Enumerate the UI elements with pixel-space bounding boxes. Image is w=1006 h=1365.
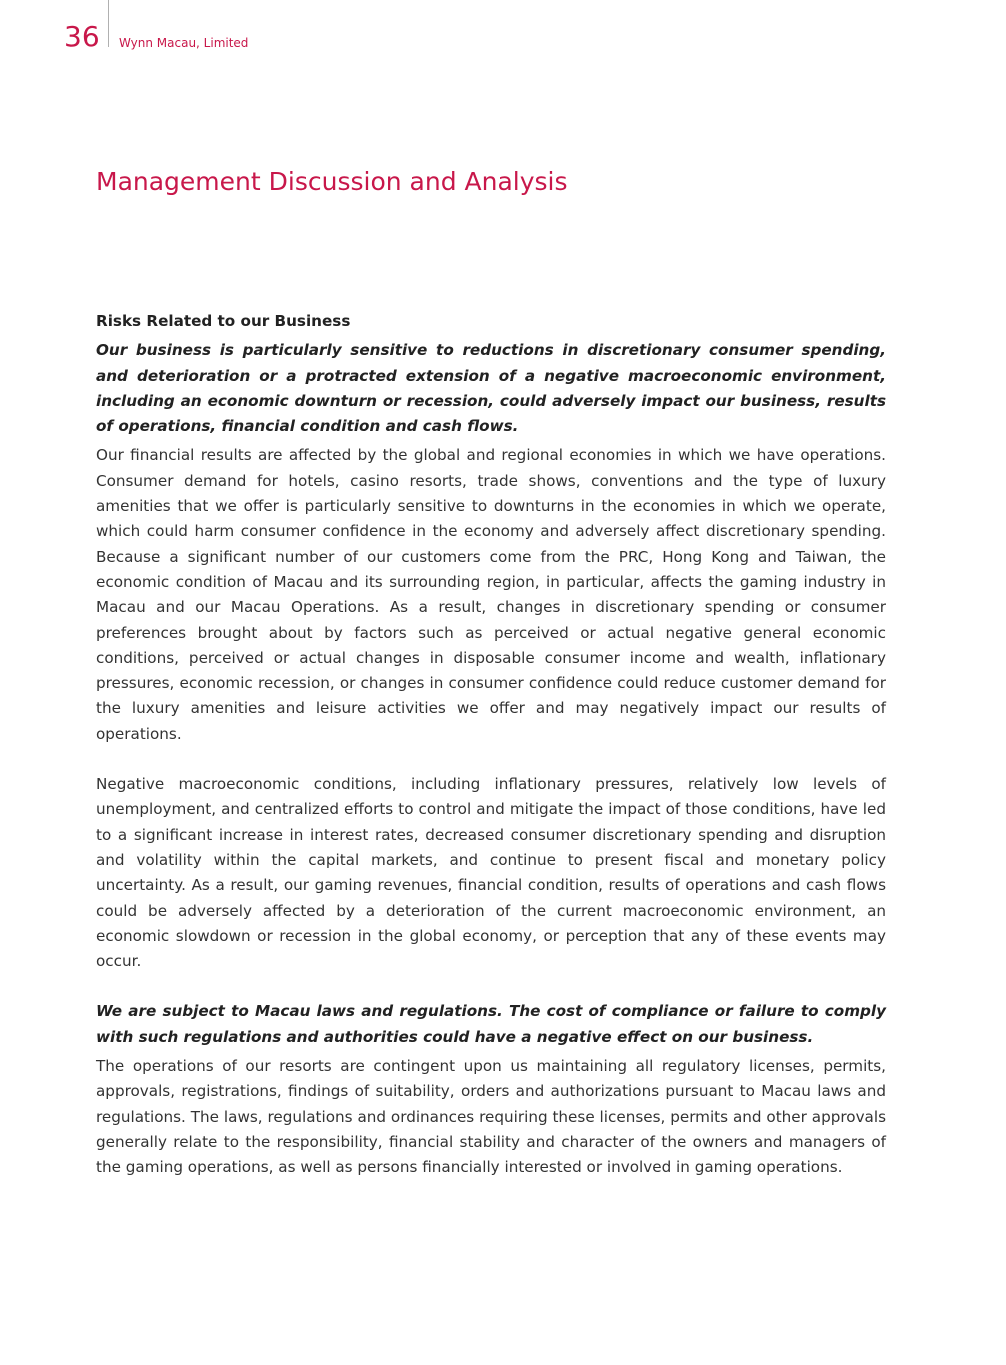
section-heading: Risks Related to our Business	[96, 312, 351, 330]
paragraph: Negative macroeconomic conditions, including inflationary pressures, relatively low levels of unemployment, and centralized efforts to control and mitigate the impact of those conditions, have led to a significant increase in interest rates, decreased consumer discretionary spending and disruption and volatility within the capital markets, and continue to present fiscal and monetary policy uncertainty. As a result, our gaming revenues, financial condition, results of operations and cash flows could be adversely affected by a deterioration of the current macroeconomic environment, an economic slowdown or recession in the global economy, or perception that any of these events may occur.	[96, 775, 886, 971]
page-number: 36	[64, 20, 100, 53]
paragraph-gap	[96, 747, 886, 772]
paragraph: Our financial results are affected by the global and regional economies in which we have operations. Consumer demand for hotels, casino resorts, trade shows, conventions and the type of luxury amenities that we offer is particularly sensitive to downturns in the economies in which we operate, which could harm consumer confidence in the economy and adversely affect discretionary spending. Because a significant number of our customers come from the PRC, Hong Kong and Taiwan, the economic condition of Macau and its surrounding region, in particular, affects the gaming industry in Macau and our Macau Operations. As a result, changes in discretionary spending or consumer preferences brought about by factors such as perceived or actual negative general economic conditions, perceived or actual changes in disposable consumer income and wealth, inflationary pressures, economic recession, or changes in consumer confidence could reduce customer demand for the luxury amenities and leisure activities we offer and may negatively impact our results of operations.	[96, 446, 886, 743]
risk-heading-consumer-spending: Our business is particularly sensitive to reductions in discretionary consumer spending, and deterioration or a protracted extension of a negative macroeconomic environment, including an economic downturn or recession, could adversely impact our business, results of operations, financial condition and cash flows.	[96, 341, 886, 436]
paragraph-gap	[96, 974, 886, 999]
header-divider	[108, 0, 109, 47]
page-title: Management Discussion and Analysis	[96, 167, 568, 196]
company-name: Wynn Macau, Limited	[119, 36, 249, 50]
risk-heading-macau-laws: We are subject to Macau laws and regulations. The cost of compliance or failure to comply with such regulations and authorities could have a negative effect on our business.	[96, 1002, 886, 1046]
paragraph: The operations of our resorts are contingent upon us maintaining all regulatory licenses, permits, approvals, registrations, findings of suitability, orders and authorizations pursuant to Macau laws and regulations. The laws, regulations and ordinances requiring these licenses, permits and other approvals generally relate to the responsibility, financial stability and character of the owners and managers of the gaming operations, as well as persons financially interested or involved in gaming operations.	[96, 1057, 886, 1177]
document-body	[96, 309, 886, 1181]
